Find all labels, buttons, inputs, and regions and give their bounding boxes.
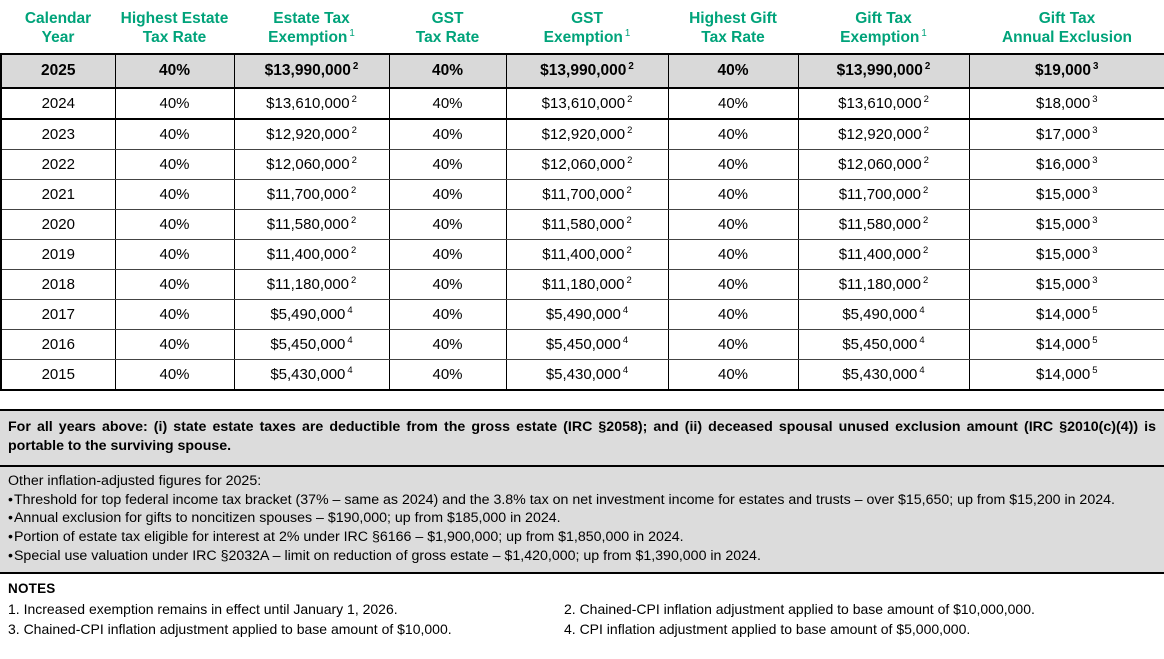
cell-calendar-year: 2025 — [1, 54, 115, 88]
inflation-bullet-item: • Threshold for top federal income tax bracket (37% – same as 2024) and the 3.8% tax on net investment income for estates and trusts – over $15,650; up from $15,200 in 2024. — [8, 491, 1156, 510]
cell-calendar-year: 2020 — [1, 210, 115, 240]
table-bottom-spacer — [0, 391, 1164, 409]
cell-gift-tax-annual-exclusion: $17,000 $^3$ — [969, 119, 1164, 150]
table-row — [1, 240, 1164, 270]
footnote-marker: 4 — [622, 335, 629, 346]
cell-calendar-year: 2018 — [1, 270, 115, 300]
cell-estate-tax-exemption: $12,060,000 $^2$ — [234, 150, 389, 180]
footnote-marker: 2 — [351, 185, 357, 196]
column-header-calendar-year: Calendar Year — [1, 0, 115, 54]
cell-gst-tax-rate: 40% — [389, 300, 506, 330]
cell-gift-tax-annual-exclusion: $14,000 $^5$ — [969, 300, 1164, 330]
cell-estate-tax-exemption: $5,490,000 $^4$ — [234, 300, 389, 330]
cell-highest-estate-tax-rate: 40% — [115, 270, 234, 300]
cell-highest-estate-tax-rate: 40% — [115, 330, 234, 360]
cell-highest-estate-tax-rate: 40% — [115, 240, 234, 270]
cell-highest-gift-tax-rate: 40% — [668, 240, 798, 270]
cell-gift-tax-annual-exclusion: $15,000 $^3$ — [969, 240, 1164, 270]
cell-gst-tax-rate: 40% — [389, 54, 506, 88]
cell-highest-gift-tax-rate: 40% — [668, 180, 798, 210]
cell-gift-tax-exemption: $12,060,000 $^2$ — [798, 150, 969, 180]
cell-estate-tax-exemption: $11,700,000 $^2$ — [234, 180, 389, 210]
footnote-marker: 4 — [347, 335, 353, 346]
cell-gst-tax-rate: 40% — [389, 240, 506, 270]
footnote-marker: 5 — [1092, 305, 1098, 316]
cell-gift-tax-annual-exclusion: $14,000 $^5$ — [969, 360, 1164, 391]
cell-gst-exemption: $11,700,000 $^2$ — [506, 180, 668, 210]
cell-gift-tax-exemption: $5,450,000 $^4$ — [798, 330, 969, 360]
cell-highest-gift-tax-rate: 40% — [668, 54, 798, 88]
cell-estate-tax-exemption: $11,180,000 $^2$ — [234, 270, 389, 300]
cell-highest-estate-tax-rate: 40% — [115, 360, 234, 391]
footnote-marker: 3 — [1093, 60, 1099, 72]
cell-estate-tax-exemption: $11,400,000 $^2$ — [234, 240, 389, 270]
header-footnote-marker: 1 — [624, 27, 631, 39]
cell-gst-tax-rate: 40% — [389, 270, 506, 300]
cell-gst-tax-rate: 40% — [389, 180, 506, 210]
cell-gift-tax-annual-exclusion: $15,000 $^3$ — [969, 270, 1164, 300]
column-header-highest-estate-tax-rate: Highest Estate Tax Rate — [115, 0, 234, 54]
cell-estate-tax-exemption: $5,430,000 $^4$ — [234, 360, 389, 391]
cell-gift-tax-annual-exclusion: $15,000 $^3$ — [969, 210, 1164, 240]
table-row — [1, 360, 1164, 391]
cell-gift-tax-exemption: $5,490,000 $^4$ — [798, 300, 969, 330]
column-header-gift-tax-exemption: Gift Tax Exemption $^1$ — [798, 0, 969, 54]
footnote-marker: 2 — [627, 94, 633, 105]
footnote-marker: 2 — [923, 94, 929, 105]
cell-highest-estate-tax-rate: 40% — [115, 210, 234, 240]
cell-highest-gift-tax-rate: 40% — [668, 270, 798, 300]
table-row — [1, 54, 1164, 88]
header-footnote-marker: 1 — [349, 27, 355, 39]
cell-gift-tax-annual-exclusion: $14,000 $^5$ — [969, 330, 1164, 360]
footnote-marker: 3 — [1092, 185, 1098, 196]
table-header — [1, 0, 1164, 54]
footnote-marker: 2 — [626, 275, 632, 286]
footnote-marker: 4 — [919, 365, 925, 376]
footnote-marker: 2 — [923, 275, 929, 286]
cell-gst-tax-rate: 40% — [389, 360, 506, 391]
cell-gst-exemption: $11,580,000 $^2$ — [506, 210, 668, 240]
table-header-row — [1, 0, 1164, 54]
cell-highest-estate-tax-rate: 40% — [115, 300, 234, 330]
cell-gift-tax-annual-exclusion: $15,000 $^3$ — [969, 180, 1164, 210]
footnote-marker: 3 — [1092, 245, 1098, 256]
footnote-marker: 4 — [347, 305, 353, 316]
footnote-marker: 3 — [1092, 155, 1098, 166]
table-row — [1, 119, 1164, 150]
cell-gift-tax-annual-exclusion: $18,000 $^3$ — [969, 88, 1164, 119]
table-row — [1, 180, 1164, 210]
cell-gift-tax-exemption: $13,610,000 $^2$ — [798, 88, 969, 119]
table-row — [1, 300, 1164, 330]
cell-calendar-year: 2024 — [1, 88, 115, 119]
cell-gst-tax-rate: 40% — [389, 210, 506, 240]
column-header-highest-gift-tax-rate: Highest Gift Tax Rate — [668, 0, 798, 54]
footnote-marker: 2 — [923, 125, 929, 136]
footnote-marker: 4 — [622, 365, 629, 376]
footnote-marker: 4 — [622, 305, 629, 316]
footnote-marker: 2 — [923, 155, 929, 166]
table-row — [1, 88, 1164, 119]
cell-gst-tax-rate: 40% — [389, 330, 506, 360]
cell-gift-tax-exemption: $11,580,000 $^2$ — [798, 210, 969, 240]
cell-gift-tax-annual-exclusion: $16,000 $^3$ — [969, 150, 1164, 180]
cell-gst-exemption: $5,490,000 $^4$ — [506, 300, 668, 330]
notes-grid — [8, 599, 1156, 640]
cell-gst-exemption: $11,180,000 $^2$ — [506, 270, 668, 300]
cell-highest-gift-tax-rate: 40% — [668, 88, 798, 119]
cell-estate-tax-exemption: $11,580,000 $^2$ — [234, 210, 389, 240]
cell-gift-tax-exemption: $5,430,000 $^4$ — [798, 360, 969, 391]
cell-estate-tax-exemption: $5,450,000 $^4$ — [234, 330, 389, 360]
inflation-bullet-item: • Annual exclusion for gifts to noncitizen spouses – $190,000; up from $185,000 in 2024. — [8, 509, 1156, 528]
footnote-marker: 2 — [627, 155, 633, 166]
cell-highest-gift-tax-rate: 40% — [668, 150, 798, 180]
table-body — [1, 54, 1164, 390]
footnote-marker: 3 — [1092, 125, 1098, 136]
inflation-bullet-list — [8, 491, 1156, 566]
cell-gst-tax-rate: 40% — [389, 150, 506, 180]
footnote-marker: 5 — [1092, 365, 1098, 376]
cell-highest-gift-tax-rate: 40% — [668, 210, 798, 240]
cell-highest-estate-tax-rate: 40% — [115, 119, 234, 150]
cell-gift-tax-annual-exclusion: $19,000 $^3$ — [969, 54, 1164, 88]
cell-gst-exemption: $13,990,000 $^2$ — [506, 54, 668, 88]
footnote-marker: 2 — [351, 94, 357, 105]
column-header-estate-tax-exemption: Estate Tax Exemption $^1$ — [234, 0, 389, 54]
inflation-figures-band — [0, 467, 1164, 574]
footnote-marker: 2 — [924, 60, 931, 72]
cell-calendar-year: 2016 — [1, 330, 115, 360]
footnote-marker: 2 — [923, 245, 929, 256]
notes-section — [0, 574, 1164, 640]
cell-gst-exemption: $12,920,000 $^2$ — [506, 119, 668, 150]
cell-gift-tax-exemption: $13,990,000 $^2$ — [798, 54, 969, 88]
footnote-marker: 4 — [347, 365, 353, 376]
cell-highest-estate-tax-rate: 40% — [115, 88, 234, 119]
cell-estate-tax-exemption: $13,610,000 $^2$ — [234, 88, 389, 119]
column-header-gst-tax-rate: GST Tax Rate — [389, 0, 506, 54]
column-header-gst-exemption: GST Exemption $^1$ — [506, 0, 668, 54]
footnote-marker: 2 — [626, 185, 632, 196]
table-row — [1, 210, 1164, 240]
footnote-marker: 2 — [923, 215, 929, 226]
cell-gift-tax-exemption: $11,180,000 $^2$ — [798, 270, 969, 300]
footnote-marker: 5 — [1092, 335, 1098, 346]
table-row — [1, 270, 1164, 300]
table-row — [1, 150, 1164, 180]
footnote-marker: 4 — [919, 335, 925, 346]
footnote-marker: 2 — [628, 60, 634, 72]
table-row — [1, 330, 1164, 360]
cell-calendar-year: 2019 — [1, 240, 115, 270]
cell-calendar-year: 2015 — [1, 360, 115, 391]
footnote-marker: 2 — [351, 125, 357, 136]
cell-gst-tax-rate: 40% — [389, 119, 506, 150]
inflation-bullet-item: • Special use valuation under IRC §2032A – limit on reduction of gross estate – $1,420,000; up from $1,390,000 in 2024. — [8, 547, 1156, 566]
cell-highest-gift-tax-rate: 40% — [668, 119, 798, 150]
cell-estate-tax-exemption: $12,920,000 $^2$ — [234, 119, 389, 150]
cell-highest-estate-tax-rate: 40% — [115, 180, 234, 210]
all-years-note-band: For all years above: (i) state estate taxes are deductible from the gross estate (IRC §2058); and (ii) deceased spousal unused exclusion amount (IRC §2010(c)(4)) is portable to the surviving spouse. — [0, 409, 1164, 467]
cell-highest-gift-tax-rate: 40% — [668, 360, 798, 391]
cell-gift-tax-exemption: $12,920,000 $^2$ — [798, 119, 969, 150]
cell-estate-tax-exemption: $13,990,000 $^2$ — [234, 54, 389, 88]
cell-calendar-year: 2017 — [1, 300, 115, 330]
note-item-4: 4. CPI inflation adjustment applied to base amount of $5,000,000. — [564, 621, 971, 638]
cell-gst-exemption: $5,430,000 $^4$ — [506, 360, 668, 391]
footnote-marker: 2 — [351, 275, 357, 286]
cell-gst-exemption: $12,060,000 $^2$ — [506, 150, 668, 180]
footnote-marker: 2 — [626, 215, 632, 226]
footnote-marker: 3 — [1092, 94, 1098, 105]
note-item-2: 2. Chained-CPI inflation adjustment applied to base amount of $10,000,000. — [564, 601, 1035, 618]
footnote-marker: 2 — [626, 245, 632, 256]
footnote-marker: 3 — [1092, 275, 1098, 286]
footnote-marker: 2 — [351, 155, 357, 166]
footnote-marker: 4 — [919, 305, 925, 316]
cell-highest-estate-tax-rate: 40% — [115, 150, 234, 180]
inflation-lead-text: Other inflation-adjusted figures for 2025: — [8, 472, 262, 489]
cell-gst-exemption: $11,400,000 $^2$ — [506, 240, 668, 270]
cell-gst-tax-rate: 40% — [389, 88, 506, 119]
footnote-marker: 2 — [627, 125, 633, 136]
footnote-marker: 3 — [1092, 215, 1098, 226]
cell-gst-exemption: $13,610,000 $^2$ — [506, 88, 668, 119]
cell-gift-tax-exemption: $11,400,000 $^2$ — [798, 240, 969, 270]
cell-calendar-year: 2021 — [1, 180, 115, 210]
footnote-marker: 2 — [923, 185, 929, 196]
header-footnote-marker: 1 — [921, 27, 927, 39]
note-item-1: 1. Increased exemption remains in effect until January 1, 2026. — [8, 601, 398, 618]
cell-gift-tax-exemption: $11,700,000 $^2$ — [798, 180, 969, 210]
note-item-3: 3. Chained-CPI inflation adjustment applied to base amount of $10,000. — [8, 621, 452, 638]
cell-highest-gift-tax-rate: 40% — [668, 300, 798, 330]
column-header-gift-tax-annual-exclusion: Gift Tax Annual Exclusion — [969, 0, 1164, 54]
cell-gst-exemption: $5,450,000 $^4$ — [506, 330, 668, 360]
footnote-marker: 2 — [351, 215, 357, 226]
cell-highest-gift-tax-rate: 40% — [668, 330, 798, 360]
footnote-marker: 2 — [352, 60, 359, 72]
cell-calendar-year: 2022 — [1, 150, 115, 180]
cell-highest-estate-tax-rate: 40% — [115, 54, 234, 88]
notes-title: NOTES — [8, 580, 56, 596]
cell-calendar-year: 2023 — [1, 119, 115, 150]
inflation-bullet-item: • Portion of estate tax eligible for interest at 2% under IRC §6166 – $1,900,000; up from $1,850,000 in 2024. — [8, 528, 1156, 547]
footnote-marker: 2 — [351, 245, 357, 256]
